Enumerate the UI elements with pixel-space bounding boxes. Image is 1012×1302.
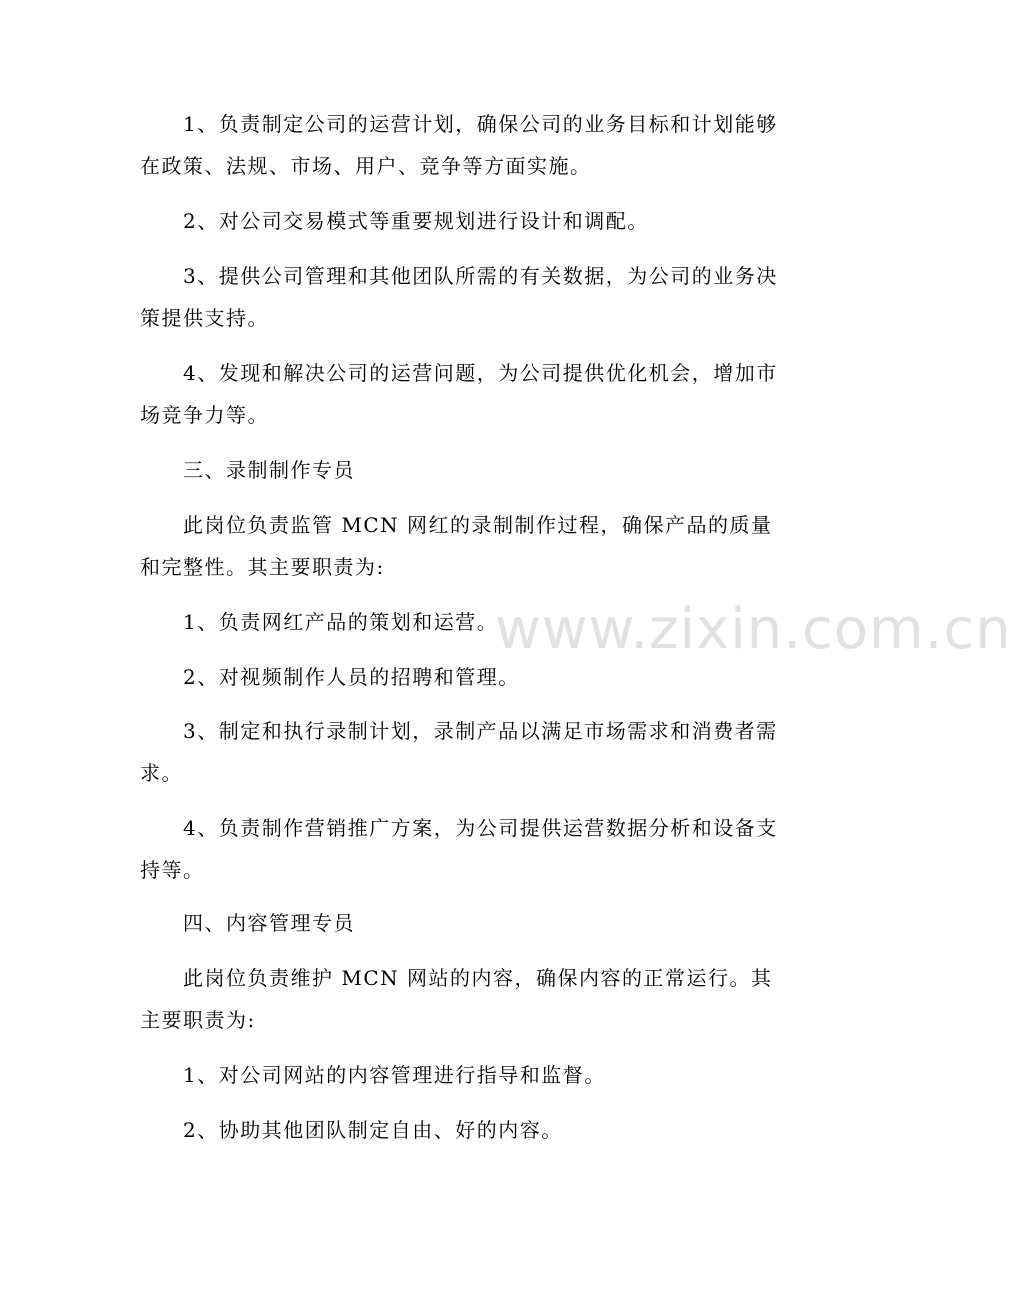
paragraph-recording-duty-1: 1、负责网红产品的策划和运营。 (183, 610, 499, 634)
paragraph-ops-duty-3: 3、提供公司管理和其他团队所需的有关数据，为公司的业务决策提供支持。 (140, 264, 778, 330)
paragraph-recording-duty-2: 2、对视频制作人员的招聘和管理。 (183, 665, 520, 689)
section-heading-recording: 三、录制制作专员 (183, 458, 355, 482)
paragraph-recording-duty-4: 4、负责制作营销推广方案，为公司提供运营数据分析和设备支持等。 (140, 816, 778, 882)
paragraph-recording-duty-3: 3、制定和执行录制计划，录制产品以满足市场需求和消费者需求。 (140, 719, 778, 785)
paragraph-content-intro: 此岗位负责维护 MCN 网站的内容，确保内容的正常运行。其主要职责为: (140, 966, 773, 1032)
paragraph-ops-duty-2: 2、对公司交易模式等重要规划进行设计和调配。 (183, 209, 649, 233)
paragraph-ops-duty-4: 4、发现和解决公司的运营问题，为公司提供优化机会，增加市场竞争力等。 (140, 361, 778, 427)
section-heading-content: 四、内容管理专员 (183, 911, 355, 935)
paragraph-content-duty-2: 2、协助其他团队制定自由、好的内容。 (183, 1118, 563, 1142)
paragraph-ops-duty-1: 1、负责制定公司的运营计划，确保公司的业务目标和计划能够在政策、法规、市场、用户、竞争等方面实施。 (140, 112, 778, 178)
paragraph-recording-intro: 此岗位负责监管 MCN 网红的录制制作过程，确保产品的质量和完整性。其主要职责为: (140, 513, 773, 579)
paragraph-content-duty-1: 1、对公司网站的内容管理进行指导和监督。 (183, 1063, 606, 1087)
watermark: www.zixin.com.cn (495, 597, 1012, 662)
